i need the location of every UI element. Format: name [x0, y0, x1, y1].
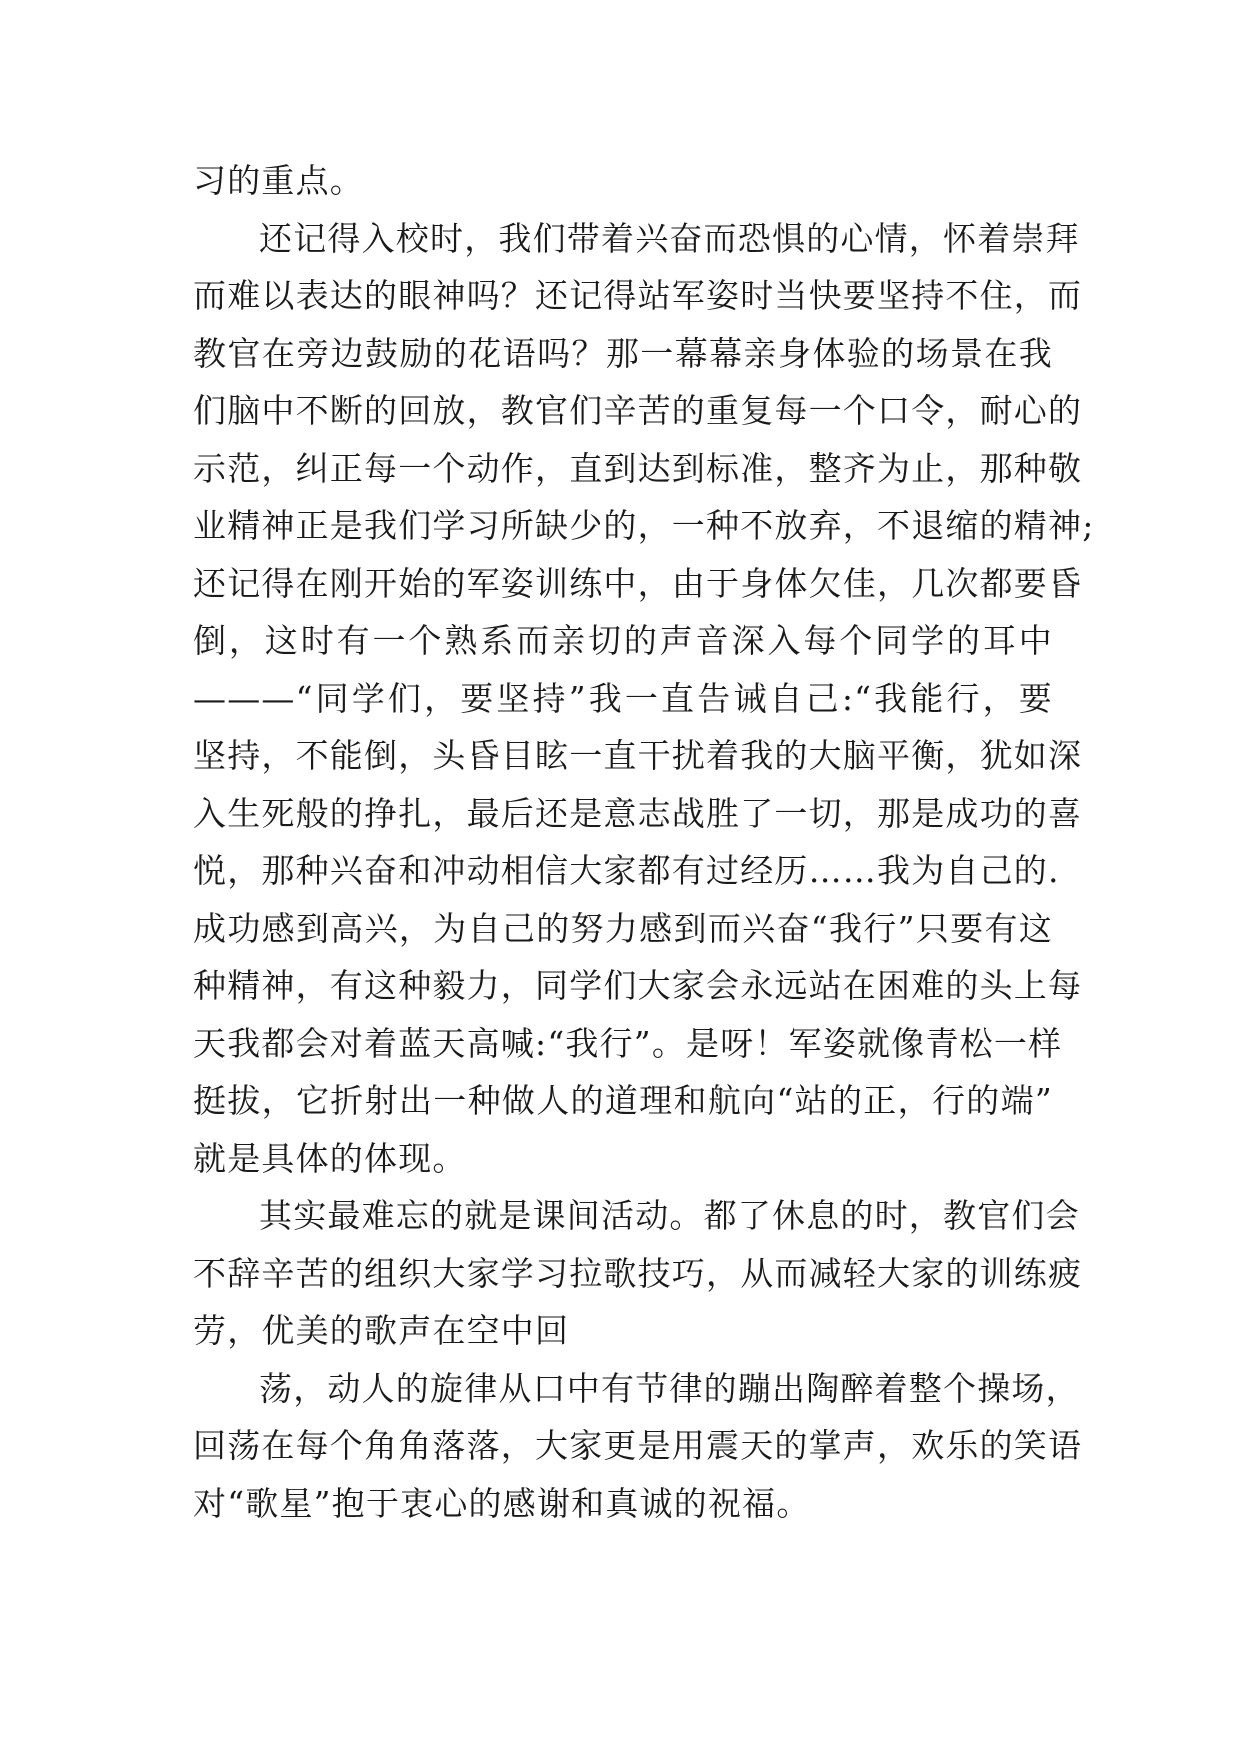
text-line: 倒，这时有一个熟系而亲切的声音深入每个同学的耳中 — [193, 621, 1053, 660]
text-line: 对“歌星”抱于衷心的感谢和真诚的祝福。 — [193, 1483, 811, 1523]
text-line: 回荡在每个角角落落，大家更是用震天的掌声，欢乐的笑语 — [193, 1426, 1083, 1465]
text-line: 还记得入校时，我们带着兴奋而恐惧的心情，怀着崇拜 — [259, 218, 1080, 258]
text-line: 不辞辛苦的组织大家学习拉歌技巧，从而减轻大家的训练疲 — [193, 1253, 1083, 1293]
document-body — [193, 152, 1095, 1532]
text-line: 示范，纠正每一个动作，直到达到标准，整齐为止，那种敬 — [193, 448, 1083, 488]
text-line: 种精神，有这种毅力，同学们大家会永远站在困难的头上每 — [193, 966, 1083, 1005]
text-line: 就是具体的体现。 — [193, 1138, 467, 1178]
text-line: 挺拔，它折射出一种做人的道理和航向“站的正，行的端” — [193, 1081, 1053, 1120]
text-line: 而难以表达的眼神吗？还记得站军姿时当快要坚持不住，而 — [193, 276, 1083, 315]
text-line: 天我都会对着蓝天高喊:“我行”。是呀！军姿就像青松一样 — [193, 1023, 1063, 1063]
text-line: 教官在旁边鼓励的花语吗？那一幕幕亲身体验的场景在我 — [193, 333, 1053, 373]
text-line: 其实最难忘的就是课间活动。都了休息的时，教官们会 — [259, 1196, 1080, 1235]
text-line: 坚持，不能倒，头昏目眩一直干扰着我的大脑平衡，犹如深 — [193, 736, 1083, 775]
text-line: 荡，动人的旋律从口中有节律的蹦出陶醉着整个操场， — [259, 1368, 1080, 1408]
text-line: 劳，优美的歌声在空中回 — [193, 1311, 570, 1350]
text-line: ———“同学们，要坚持”我一直告诫自己:“我能行，要 — [193, 678, 1053, 718]
text-line: 习的重点。 — [193, 161, 364, 200]
text-line: 成功感到高兴，为自己的努力感到而兴奋“我行”只要有这 — [193, 908, 1053, 948]
text-line: 入生死般的挣扎，最后还是意志战胜了一切，那是成功的喜 — [193, 793, 1083, 833]
text-line: 业精神正是我们学习所缺少的，一种不放弃，不退缩的精神; — [193, 506, 1095, 545]
text-line: 还记得在刚开始的军姿训练中，由于身体欠佳，几次都要昏 — [193, 563, 1083, 603]
text-line: 们脑中不断的回放，教官们辛苦的重复每一个口令，耐心的 — [193, 391, 1083, 430]
text-line: 悦，那种兴奋和冲动相信大家都有过经历……我为自己的. — [193, 851, 1060, 890]
